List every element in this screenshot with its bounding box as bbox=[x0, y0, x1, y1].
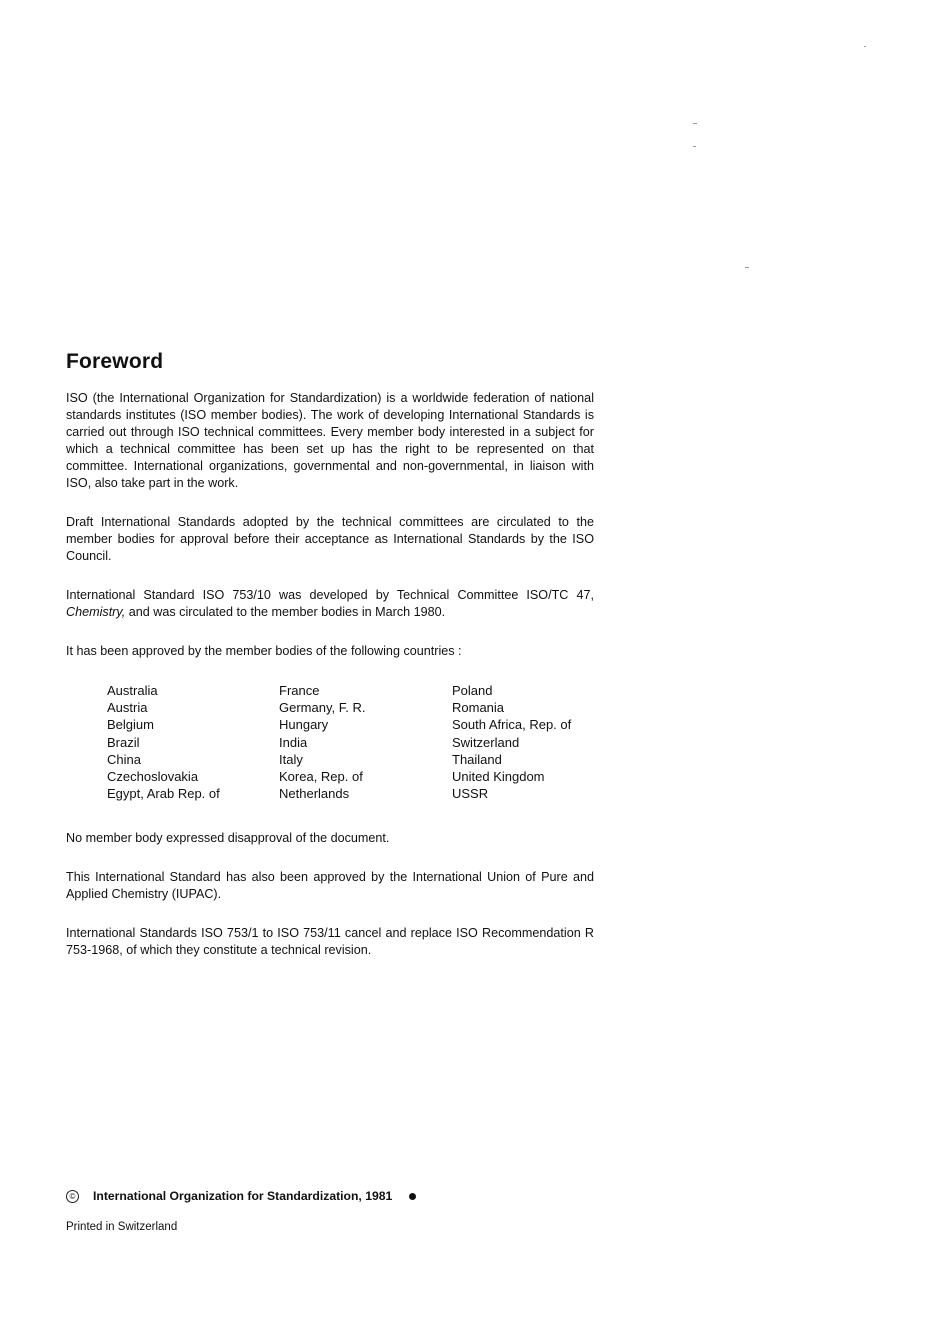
committee-name: Chemistry, bbox=[66, 605, 126, 619]
paragraph-no-disapproval: No member body expressed disapproval of the document. bbox=[66, 831, 390, 846]
paragraph-development bbox=[66, 587, 594, 621]
page-title: Foreword bbox=[66, 350, 164, 373]
copyright-text: International Organization for Standardization, 1981 bbox=[93, 1189, 393, 1203]
scan-speck bbox=[745, 267, 749, 268]
bullet-icon bbox=[409, 1193, 416, 1200]
country-column-2 bbox=[279, 682, 452, 802]
country-item: Poland bbox=[452, 683, 493, 698]
country-item: Czechoslovakia bbox=[107, 768, 199, 784]
development-text-end: and was circulated to the member bodies in March 1980. bbox=[125, 605, 446, 619]
country-list bbox=[107, 682, 637, 802]
foreword-body bbox=[66, 390, 594, 981]
scan-speck bbox=[693, 146, 696, 147]
paragraph-revision: International Standards ISO 753/1 to ISO 753/11 cancel and replace ISO Recommendation R 753-1968, of which they constitute a technical revision. bbox=[66, 926, 594, 958]
country-item: Brazil bbox=[107, 734, 140, 750]
country-item: Romania bbox=[452, 700, 505, 716]
paragraph-approval-intro: It has been approved by the member bodies of the following countries : bbox=[66, 644, 462, 658]
country-item: Netherlands bbox=[279, 786, 350, 802]
country-item: China bbox=[107, 751, 141, 767]
country-item: South Africa, Rep. of bbox=[452, 717, 572, 733]
country-item: Australia bbox=[107, 683, 158, 698]
country-item: Egypt, Arab Rep. of bbox=[107, 786, 220, 802]
country-item: Thailand bbox=[452, 751, 502, 767]
development-text-start: International Standard ISO 753/10 was developed by Technical Committee ISO/TC 47, bbox=[66, 588, 594, 602]
country-item: Belgium bbox=[107, 717, 154, 733]
country-item: United Kingdom bbox=[452, 768, 545, 784]
country-item: Switzerland bbox=[452, 734, 520, 750]
scan-speck bbox=[693, 123, 697, 124]
country-item: Italy bbox=[279, 751, 303, 767]
paragraph-iso-intro: ISO (the International Organization for Standardization) is a worldwide federation of national standards institutes (ISO member bodies). The work of developing International Standards is carried out through ISO technical committees. Every member body interested in a subject for which a technical committee has been set up has the right to be represented on that committee. International organizations, governmental and non-governmental, in liaison with ISO, also take part in the work. bbox=[66, 391, 594, 490]
paragraph-draft-standards: Draft International Standards adopted by the technical committees are circulated to the member bodies for approval before their acceptance as International Standards by the ISO Council. bbox=[66, 515, 594, 563]
copyright-line bbox=[66, 1189, 416, 1203]
country-item: Hungary bbox=[279, 717, 329, 733]
country-item: Austria bbox=[107, 700, 148, 716]
copyright-icon: © bbox=[66, 1190, 79, 1203]
scan-speck bbox=[864, 46, 866, 47]
country-item: France bbox=[279, 683, 320, 698]
country-item: Korea, Rep. of bbox=[279, 768, 363, 784]
country-column-1 bbox=[107, 682, 279, 802]
paragraph-iupac: This International Standard has also been approved by the International Union of Pure and Applied Chemistry (IUPAC). bbox=[66, 870, 594, 902]
country-item: Germany, F. R. bbox=[279, 700, 366, 716]
printed-in: Printed in Switzerland bbox=[66, 1221, 178, 1233]
country-column-3 bbox=[452, 682, 635, 802]
country-item: USSR bbox=[452, 786, 489, 802]
country-item: India bbox=[279, 734, 308, 750]
